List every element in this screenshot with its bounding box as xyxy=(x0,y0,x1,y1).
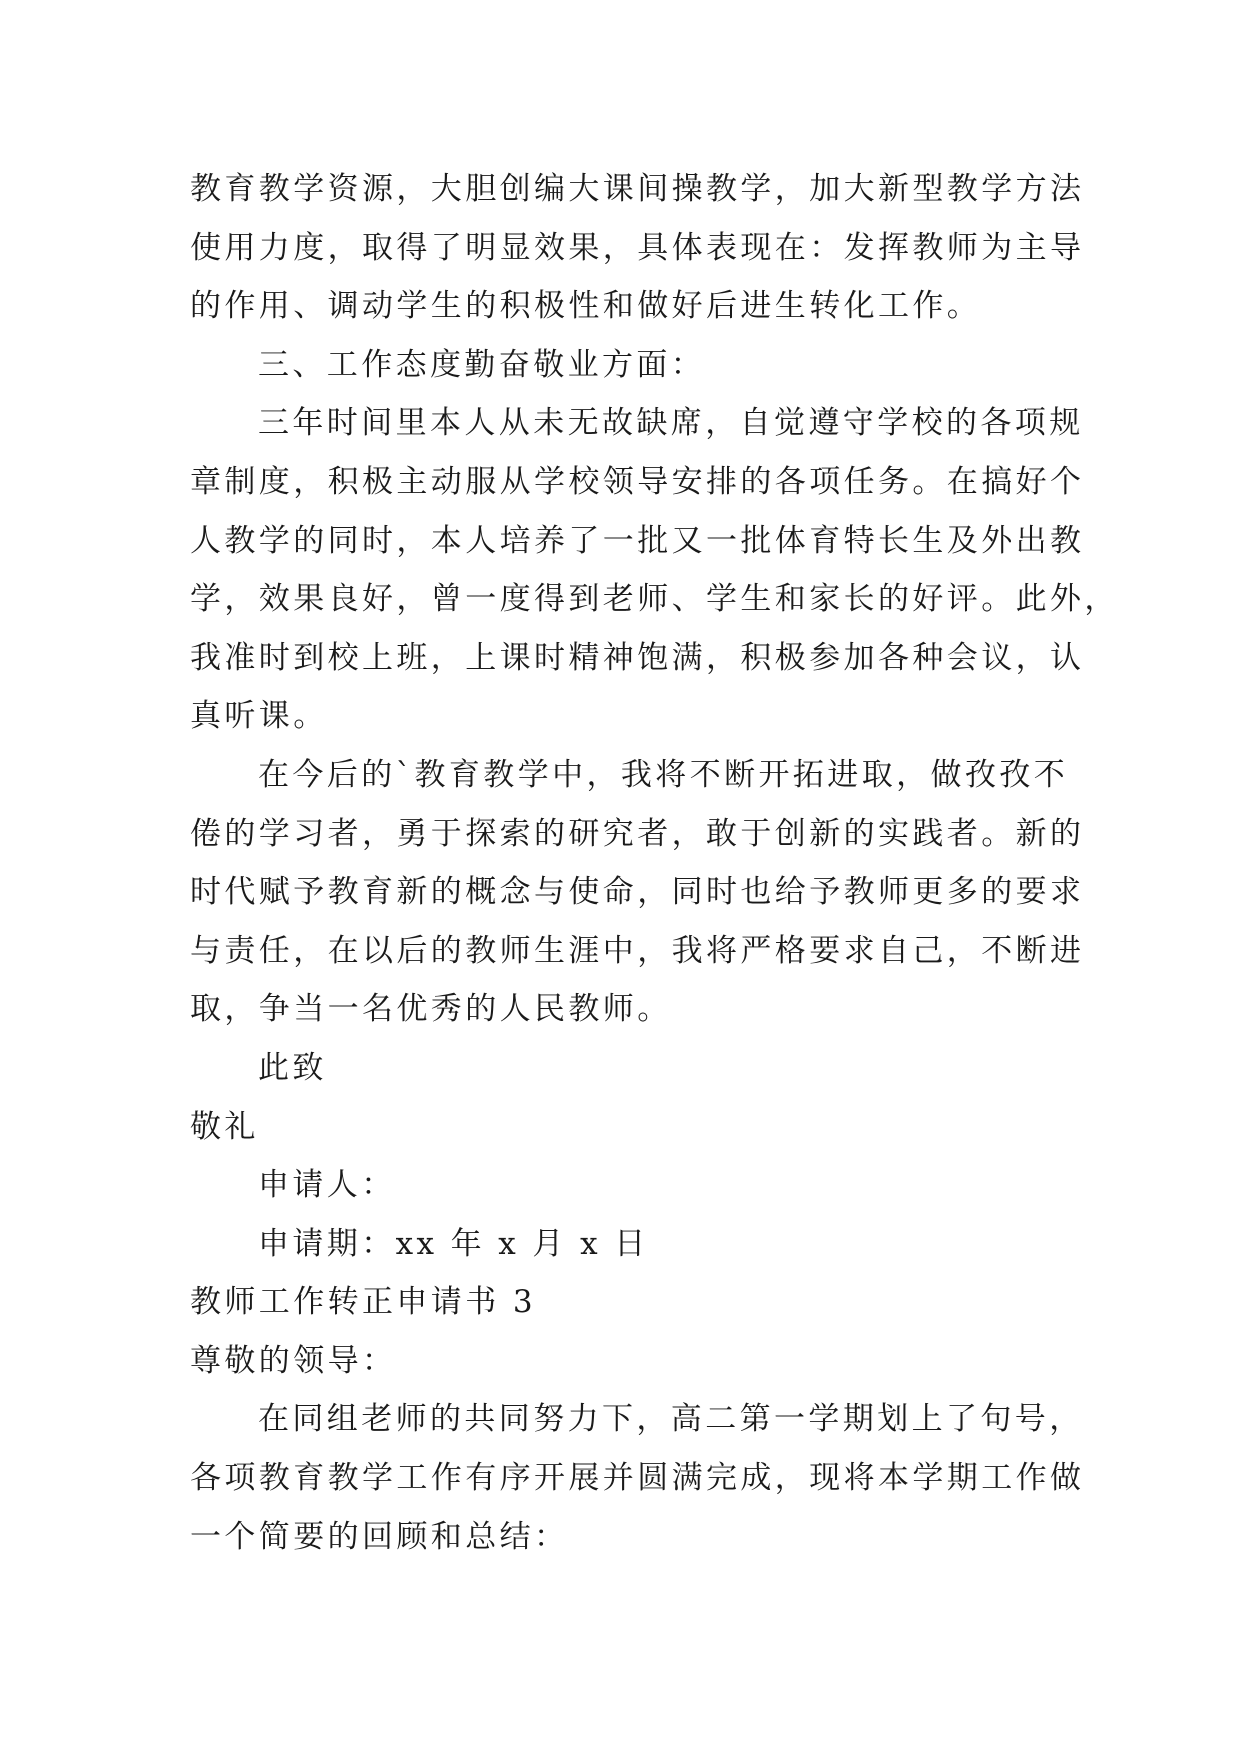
text-line: 学，效果良好，曾一度得到老师、学生和家长的好评。此外， xyxy=(190,581,1119,618)
text-line: 一个简要的回顾和总结： xyxy=(190,1518,569,1555)
text-line: 的作用、调动学生的积极性和做好后进生转化工作。 xyxy=(190,288,982,325)
text-line: 时代赋予教育新的概念与使命，同时也给予教师更多的要求 xyxy=(190,874,1085,911)
text-line: 三、工作态度勤奋敬业方面： xyxy=(258,346,706,383)
text-line: 此致 xyxy=(258,1049,327,1086)
text-line: 教育教学资源，大胆创编大课间操教学，加大新型教学方法 xyxy=(190,171,1085,207)
document-page xyxy=(190,160,1119,1566)
text-line: 申请期：xx 年 x 月 x 日 xyxy=(258,1225,649,1262)
text-line: 申请人： xyxy=(258,1167,396,1204)
text-line: 倦的学习者，勇于探索的研究者，敢于创新的实践者。新的 xyxy=(190,815,1085,852)
text-line: 章制度，积极主动服从学校领导安排的各项任务。在搞好个 xyxy=(190,463,1085,500)
text-line: 我准时到校上班，上课时精神饱满，积极参加各种会议，认 xyxy=(190,639,1085,676)
text-line: 教师工作转正申请书 3 xyxy=(190,1284,536,1321)
text-line: 在同组老师的共同努力下，高二第一学期划上了句号， xyxy=(258,1401,1084,1438)
text-line: 三年时间里本人从未无故缺席，自觉遵守学校的各项规 xyxy=(258,405,1084,442)
text-line: 与责任，在以后的教师生涯中，我将严格要求自己，不断进 xyxy=(190,932,1085,969)
text-line: 取，争当一名优秀的人民教师。 xyxy=(190,991,672,1028)
text-line: 各项教育教学工作有序开展并圆满完成，现将本学期工作做 xyxy=(190,1460,1085,1497)
text-line: 在今后的`教育教学中，我将不断开拓进取，做孜孜不 xyxy=(258,756,1069,793)
text-line: 尊敬的领导： xyxy=(190,1342,397,1379)
text-line: 真听课。 xyxy=(190,698,328,735)
text-line: 敬礼 xyxy=(190,1108,259,1145)
text-line: 人教学的同时，本人培养了一批又一批体育特长生及外出教 xyxy=(190,522,1085,559)
text-line: 使用力度，取得了明显效果，具体表现在：发挥教师为主导 xyxy=(190,229,1085,266)
